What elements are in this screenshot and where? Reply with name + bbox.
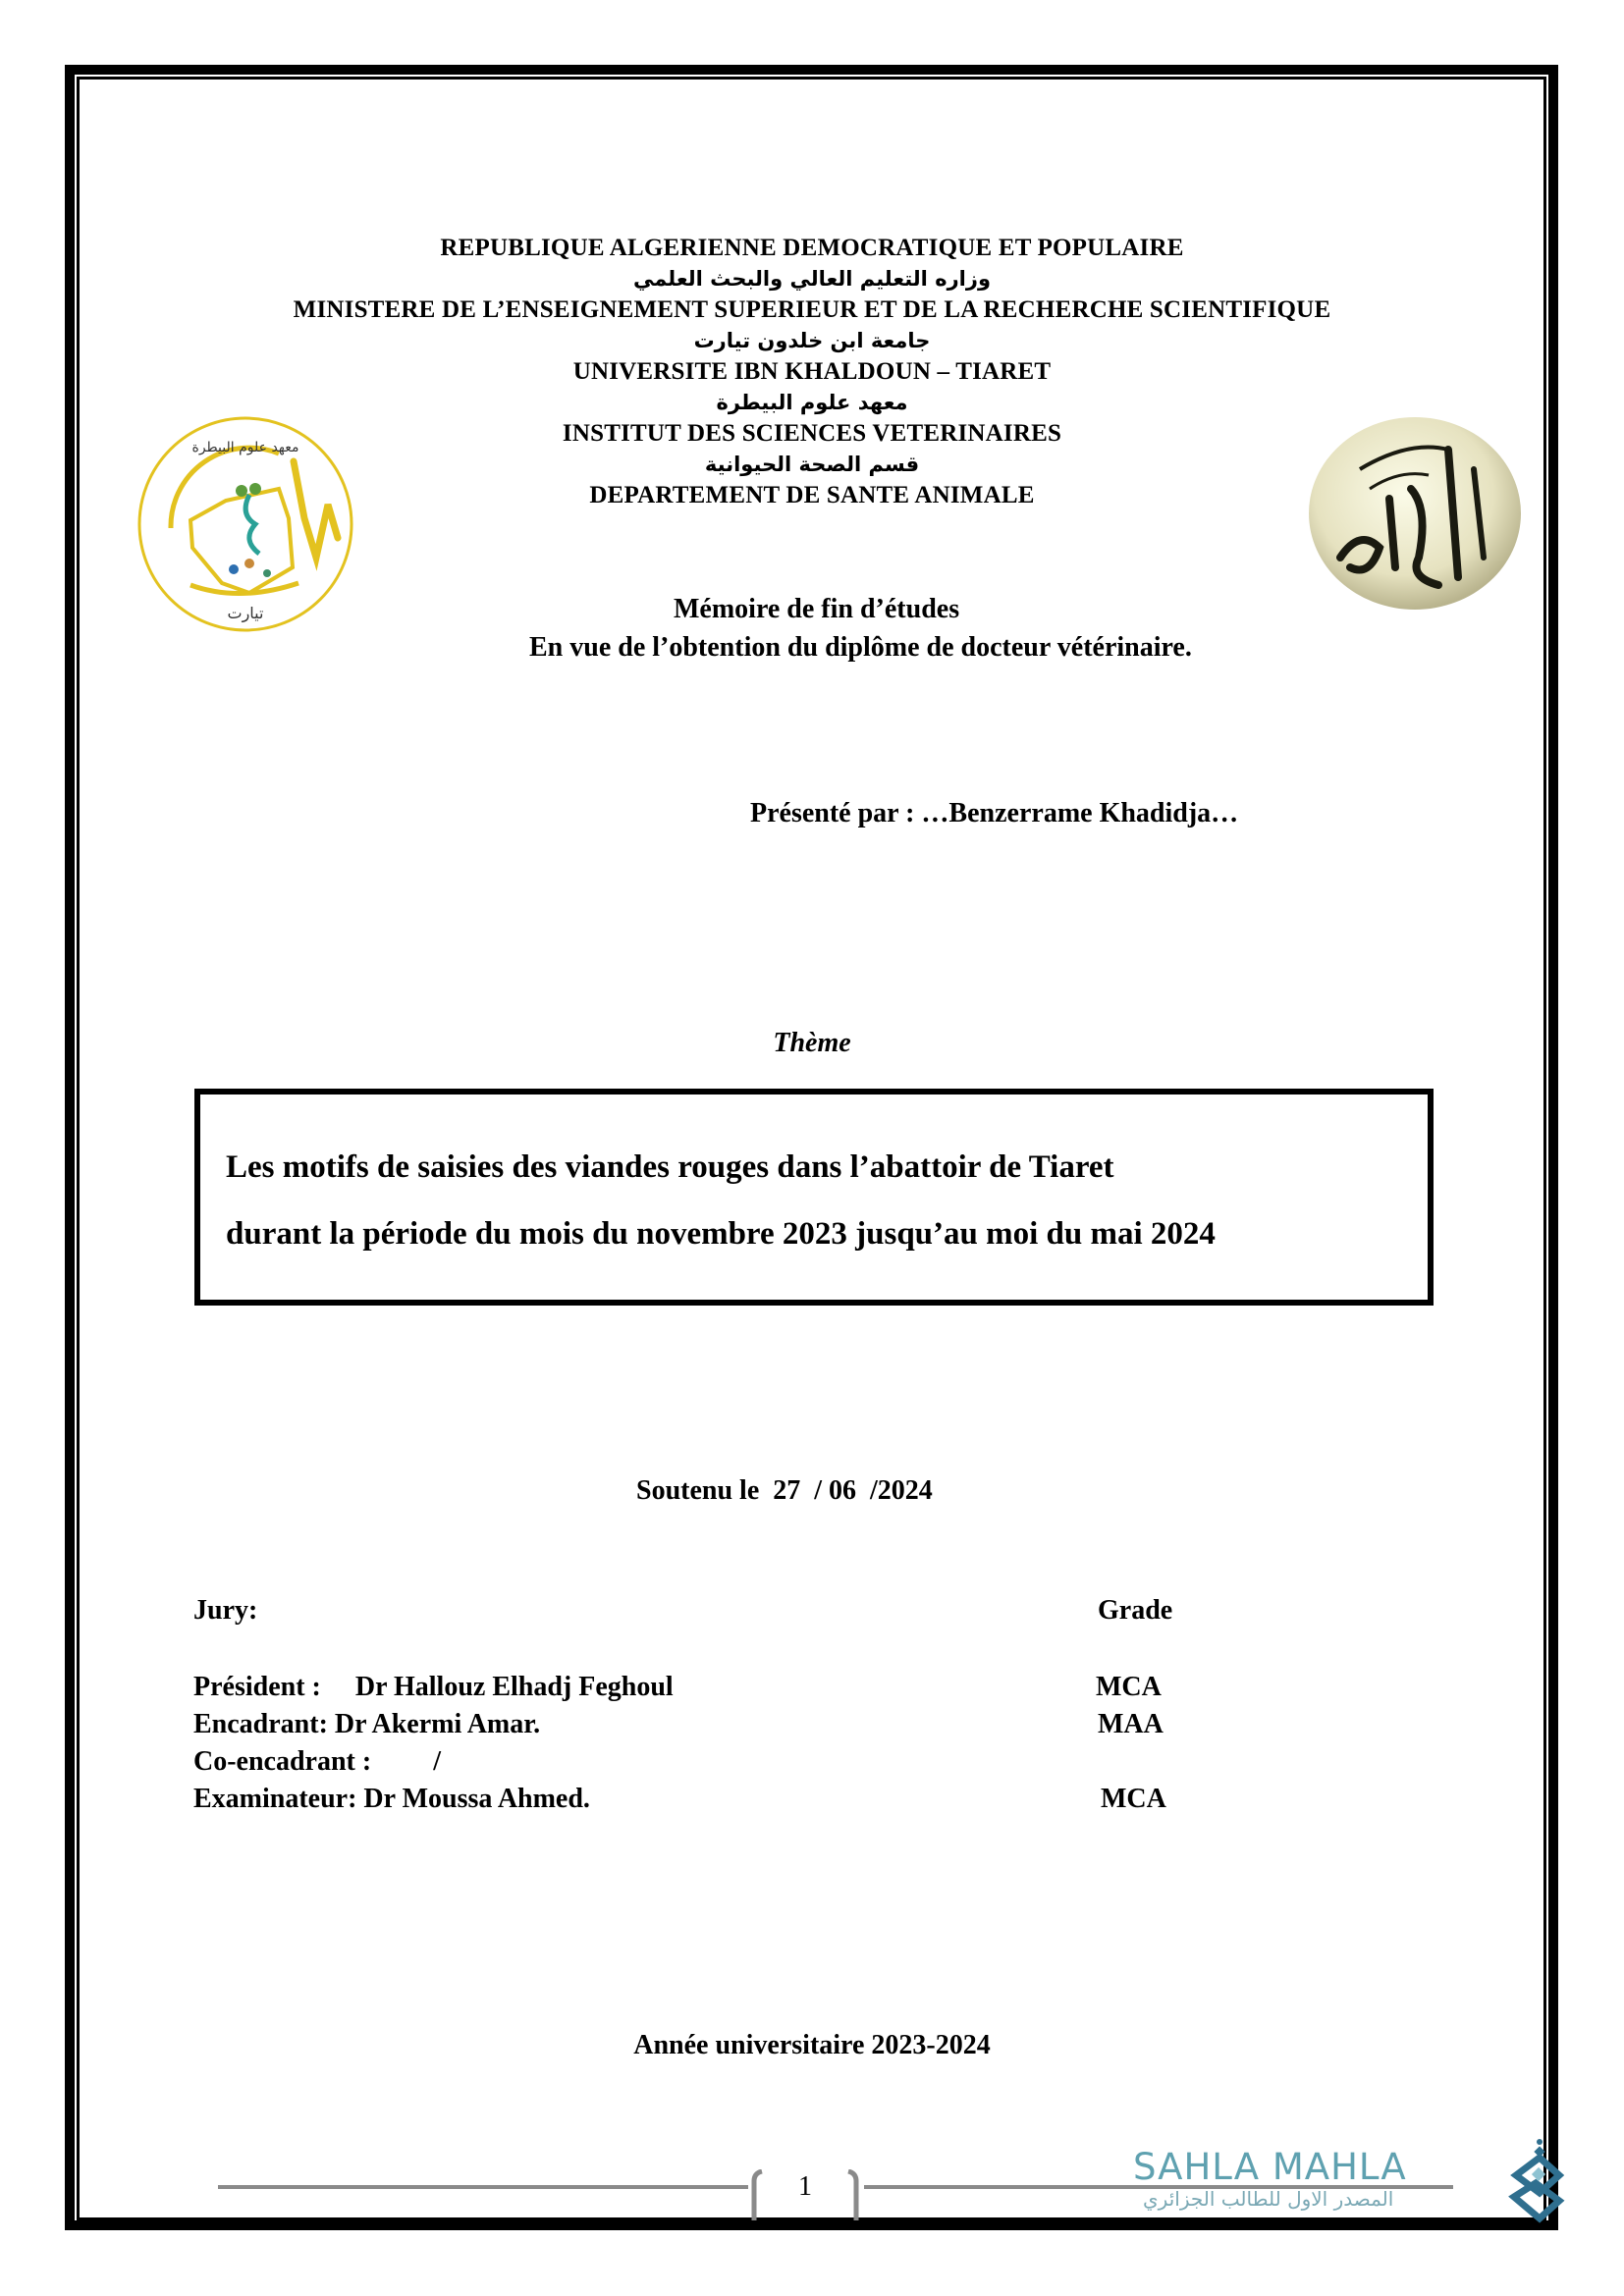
jury-grade-supervisor: MAA	[1098, 1709, 1164, 1739]
header-republic: REPUBLIQUE ALGERIENNE DEMOCRATIQUE ET POPULAIRE	[440, 235, 1184, 261]
header-department: DEPARTEMENT DE SANTE ANIMALE	[589, 482, 1035, 508]
watermark-title: SAHLA MAHLA	[1133, 2146, 1407, 2188]
memoire-subtitle: En vue de l’obtention du diplôme de docteur vétérinaire.	[529, 632, 1192, 663]
presented-by: Présenté par : …Benzerrame Khadidja…	[750, 798, 1239, 828]
page-number: 1	[798, 2171, 812, 2202]
theme-box	[194, 1089, 1434, 1306]
defense-date: Soutenu le 27 / 06 /2024	[636, 1475, 933, 1506]
theme-title-line-2: durant la période du mois du novembre 2023 jusqu’au moi du mai 2024	[226, 1216, 1216, 1252]
academic-year: Année universitaire 2023-2024	[633, 2030, 991, 2060]
theme-title-line-1: Les motifs de saisies des viandes rouges dans l’abattoir de Tiaret	[226, 1149, 1114, 1185]
jury-member-supervisor: Encadrant: Dr Akermi Amar.	[193, 1709, 541, 1739]
svg-text:تيارت: تيارت	[227, 604, 264, 622]
header-institute: INSTITUT DES SCIENCES VETERINAIRES	[562, 420, 1062, 447]
footer-rule-left	[218, 2185, 748, 2189]
header-university: UNIVERSITE IBN KHALDOUN – TIARET	[572, 358, 1052, 385]
university-seal-icon	[1301, 410, 1529, 616]
university-seal	[1301, 410, 1529, 616]
jury-grade-president: MCA	[1096, 1672, 1162, 1702]
institute-logo	[132, 410, 359, 638]
header-ministry: MINISTERE DE L’ENSEIGNEMENT SUPERIEUR ET DE LA RECHERCHE SCIENTIFIQUE	[293, 296, 1331, 323]
header-department-ar: قسم الصحة الحيوانية	[704, 453, 920, 476]
jury-member-examiner: Examinateur: Dr Moussa Ahmed.	[193, 1784, 590, 1814]
theme-label: Thème	[773, 1028, 851, 1058]
jury-member-co-supervisor: Co-encadrant : /	[193, 1746, 441, 1777]
grade-label: Grade	[1098, 1595, 1173, 1626]
sahla-mahla-logo-icon	[1506, 2136, 1565, 2224]
header-institute-ar: معهد علوم البيطرة	[716, 391, 908, 414]
watermark-subtitle: المصدر الاول للطالب الجزائري	[1143, 2187, 1394, 2211]
sahla-mahla-watermark	[1133, 2146, 1565, 2224]
header-university-ar: جامعة ابن خلدون تيارت	[693, 329, 931, 352]
jury-member-president: Président : Dr Hallouz Elhadj Feghoul	[193, 1672, 674, 1702]
institute-logo-icon	[132, 410, 359, 638]
memoire-title: Mémoire de fin d’études	[674, 594, 960, 624]
jury-label: Jury:	[193, 1595, 258, 1626]
svg-text:معهد علوم البيطرة: معهد علوم البيطرة	[191, 440, 299, 455]
header-ministry-ar: وزاره التعليم العالي والبحث العلمي	[632, 267, 992, 291]
jury-grade-examiner: MCA	[1101, 1784, 1166, 1814]
